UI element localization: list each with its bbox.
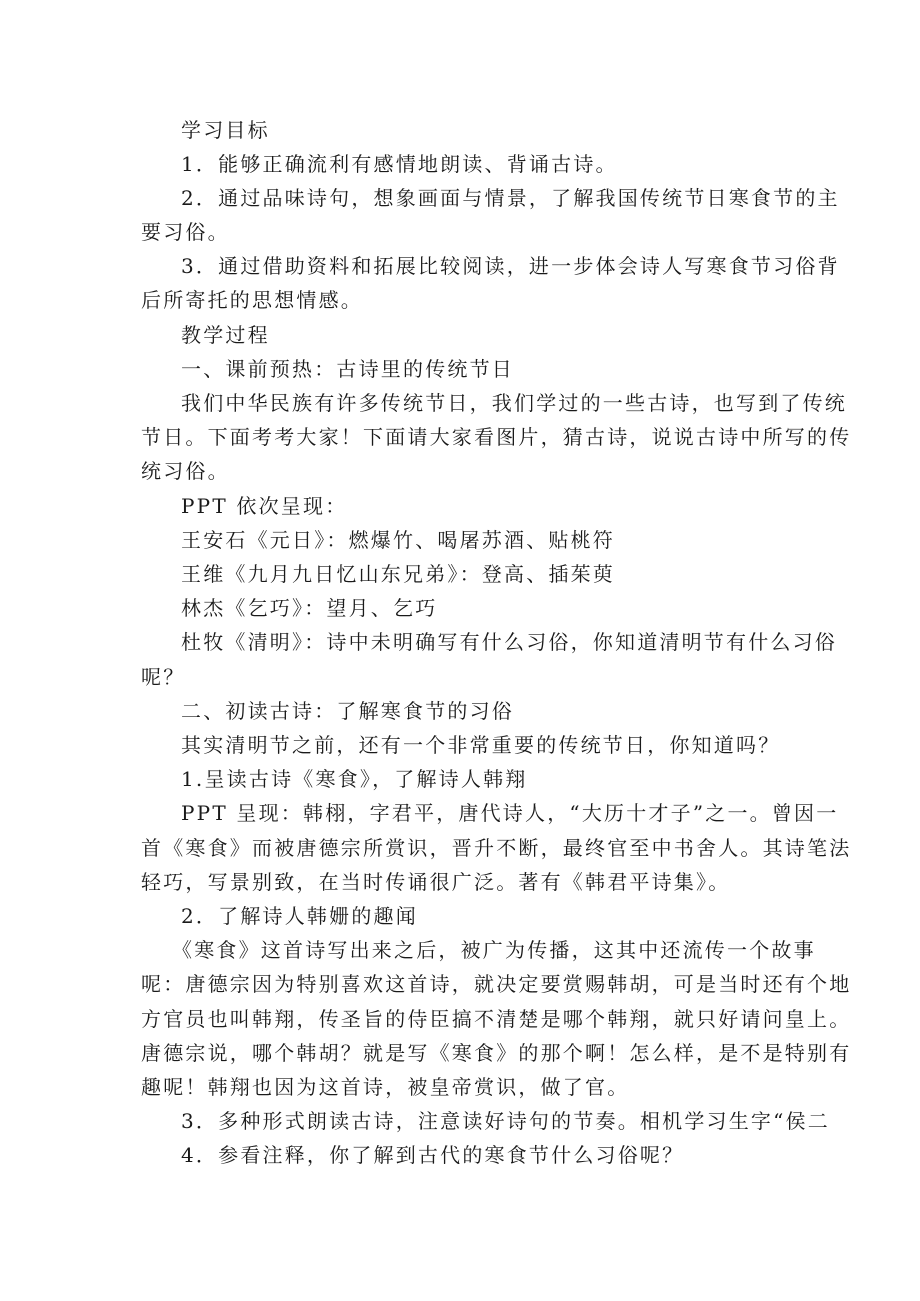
goal-1: 1．能够正确流利有感情地朗读、背诵古诗。 <box>181 152 618 176</box>
poem-2: 王维《九月九日忆山东兄弟》：登高、插茱萸 <box>181 562 615 586</box>
section-1-paragraph-line-1: 我们中华民族有许多传统节日，我们学过的一些古诗，也写到了传统 <box>181 391 847 415</box>
step-2-paragraph-line-4: 唐德宗说，哪个韩胡？就是写《寒食》的那个啊！怎么样，是不是特别有 <box>141 1041 852 1065</box>
step-2-paragraph-line-1: 《寒食》这首诗写出来之后，被广为传播，这其中还流传一个故事 <box>172 938 816 962</box>
step-4: 4．参看注释，你了解到古代的寒食节什么习俗呢？ <box>181 1143 685 1167</box>
heading-learning-goals: 学习目标 <box>181 118 270 142</box>
goal-2-line-1: 2．通过品味诗句，想象画面与情景，了解我国传统节日寒食节的主 <box>181 186 840 210</box>
section-1-title: 一、课前预热：古诗里的传统节日 <box>181 357 514 381</box>
poem-4-line-1: 杜牧《清明》：诗中未明确写有什么习俗，你知道清明节有什么习俗 <box>181 630 837 654</box>
step-2-paragraph-line-2: 呢：唐德宗因为特别喜欢这首诗，就决定要赏赐韩胡，可是当时还有个地 <box>141 972 852 996</box>
goal-3-line-1: 3．通过借助资料和拓展比较阅读，进一步体会诗人写寒食节习俗背 <box>181 254 840 278</box>
heading-teaching-process: 教学过程 <box>181 323 270 347</box>
step-1-paragraph-line-1: PPT 呈现：韩栩，字君平，唐代诗人，“大历十才子”之一。曾因一 <box>181 801 839 825</box>
step-1-title: 1.呈读古诗《寒食》，了解诗人韩翔 <box>181 767 528 791</box>
ppt-intro: PPT 依次呈现： <box>181 494 348 518</box>
goal-3-line-2: 后所寄托的思想情感。 <box>141 288 363 312</box>
step-2-title: 2．了解诗人韩姗的趣闻 <box>181 904 418 928</box>
section-2-title: 二、初读古诗：了解寒食节的习俗 <box>181 699 514 723</box>
section-2-paragraph: 其实清明节之前，还有一个非常重要的传统节日，你知道吗？ <box>181 733 781 757</box>
step-3: 3．多种形式朗读古诗，注意读好诗句的节奏。相机学习生字“侯二 <box>181 1109 830 1133</box>
poem-3: 林杰《乞巧》：望月、乞巧 <box>181 596 438 620</box>
poem-1: 王安石《元日》：燃爆竹、喝屠苏酒、贴桃符 <box>181 528 615 552</box>
section-1-paragraph-line-3: 统习俗。 <box>141 459 230 483</box>
poem-4-line-2: 呢？ <box>141 665 186 689</box>
step-1-paragraph-line-2: 首《寒食》而被唐德宗所赏识，晋升不断，最终官至中书舍人。其诗笔法 <box>141 836 852 860</box>
section-1-paragraph-line-2: 节日。下面考考大家！下面请大家看图片，猜古诗，说说古诗中所写的传 <box>141 425 852 449</box>
step-2-paragraph-line-5: 趣呢！韩翔也因为这首诗，被皇帝赏识，做了官。 <box>141 1075 630 1099</box>
goal-2-line-2: 要习俗。 <box>141 220 230 244</box>
step-1-paragraph-line-3: 轻巧，写景别致，在当时传诵很广泛。著有《韩君平诗集》。 <box>141 870 731 894</box>
step-2-paragraph-line-3: 方官员也叫韩翔，传圣旨的侍臣搞不清楚是哪个韩翔，就只好请问皇上。 <box>141 1007 852 1031</box>
